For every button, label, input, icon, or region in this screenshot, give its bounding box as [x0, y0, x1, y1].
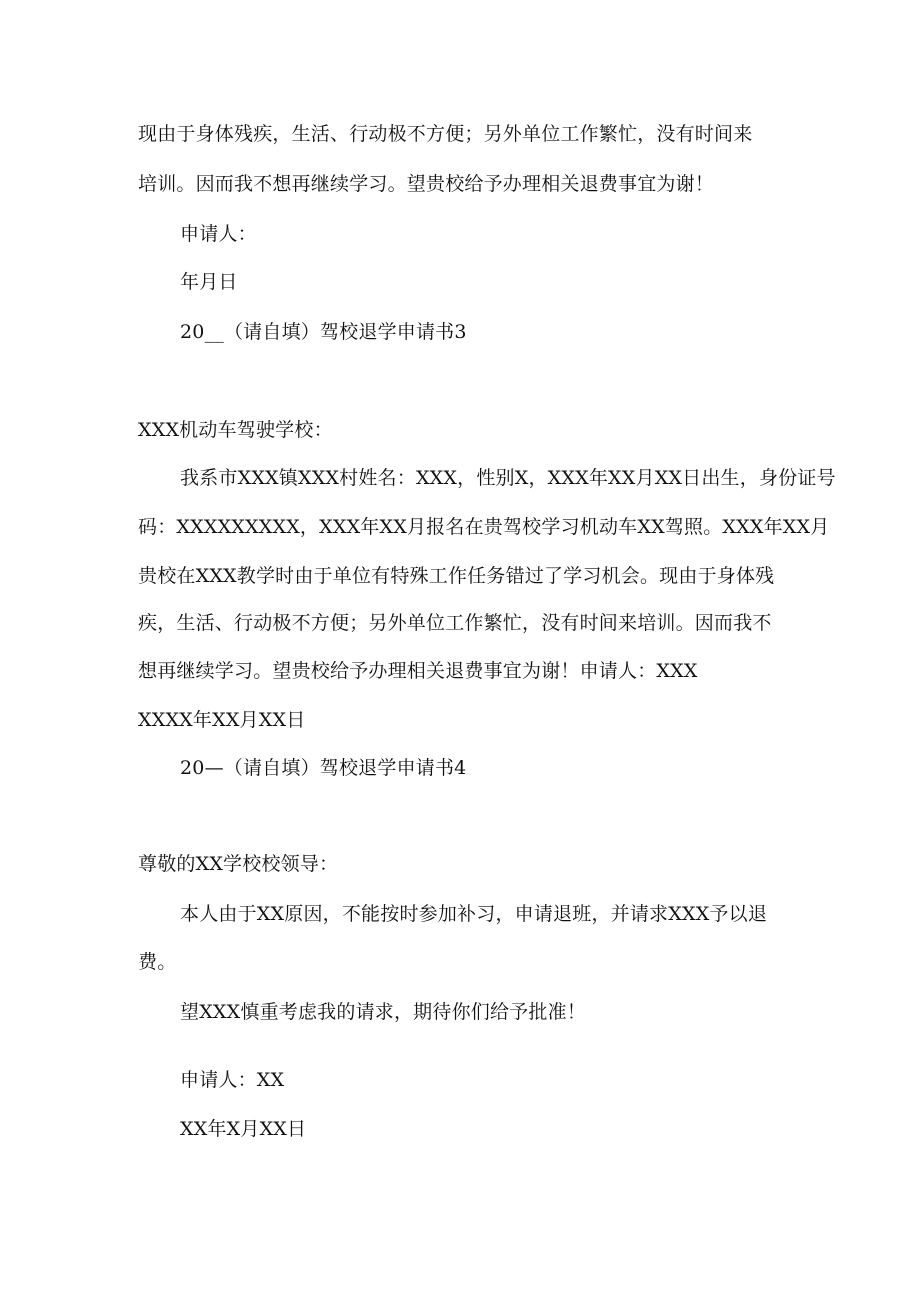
request-line: 望XXX慎重考虑我的请求，期待你们给予批准！	[180, 1001, 586, 1023]
body-text-line: 培训。因而我不想再继续学习。望贵校给予办理相关退费事宜为谢！	[138, 173, 715, 195]
body-text-line: 想再继续学习。望贵校给予办理相关退费事宜为谢！申请人：XXX	[138, 660, 698, 682]
body-text-line: 本人由于XX原因，不能按时参加补习，申请退班，并请求XXX予以退	[180, 903, 768, 925]
body-text-line: 码：XXXXXXXXX，XXX年XX月报名在贵驾校学习机动车XX驾照。XXX年XX月	[138, 516, 830, 538]
salutation: 尊敬的XX学校校领导：	[138, 853, 339, 875]
body-text-line: 我系市XXX镇XXX村姓名：XXX，性别X，XXX年XX月XX日出生，身份证号	[180, 467, 836, 489]
date-line: XXXX年XX月XX日	[138, 709, 306, 731]
date-line: XX年X月XX日	[180, 1118, 307, 1140]
body-text-line: 现由于身体残疾，生活、行动极不方便；另外单位工作繁忙，没有时间来	[138, 123, 753, 145]
section-title: 20—（请自填）驾校退学申请书4	[180, 757, 467, 779]
body-text-line: 疾，生活、行动极不方便；另外单位工作繁忙，没有时间来培训。因而我不	[138, 612, 772, 634]
salutation: XXX机动车驾驶学校：	[138, 419, 333, 441]
section-title: 20__（请自填）驾校退学申请书3	[180, 321, 467, 343]
date-line: 年月日	[180, 271, 238, 293]
body-text-line: 费。	[138, 951, 177, 973]
applicant-line: 申请人：	[180, 223, 257, 245]
body-text-line: 贵校在XXX教学时由于单位有特殊工作任务错过了学习机会。现由于身体残	[138, 565, 775, 587]
applicant-line: 申请人：XX	[180, 1069, 285, 1091]
